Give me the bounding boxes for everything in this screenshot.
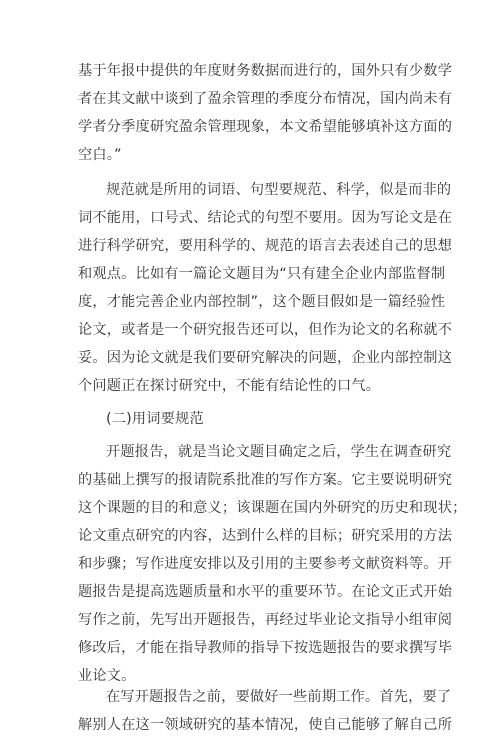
- text-line: 论文重点研究的内容，达到什么样的目标；研究采用的方法: [78, 528, 453, 544]
- text-line: 解别人在这一领域研究的基本情况，使自己能够了解自己所: [78, 717, 453, 733]
- text-line: 度，才能完善企业内部控制”，这个题目假如是一篇经验性: [78, 294, 446, 310]
- text-line: 写作之前，先写出开题报告，再经过毕业论文指导小组审阅: [78, 612, 453, 628]
- text-line: 论文，或者是一个研究报告还可以，但作为论文的名称就不: [78, 322, 453, 338]
- text-line: 业论文。: [78, 668, 136, 684]
- paragraph-first-line: 在写开题报告之前，要做好一些前期工作。首先，要了: [106, 689, 452, 705]
- text-line: 这个课题的目的和意义；该课题在国内外研究的历史和现状；: [78, 500, 467, 516]
- text-line: 者在其文献中谈到了盈余管理的季度分布情况，国内尚未有: [78, 91, 453, 107]
- text-line: 题报告是提高选题质量和水平的重要环节。在论文正式开始: [78, 584, 453, 600]
- text-line: 和观点。比如有一篇论文题目为“只有建全企业内部监督制: [78, 266, 446, 282]
- section-heading: (二)用词要规范: [106, 411, 204, 427]
- text-line: 空白。”: [78, 147, 122, 163]
- text-line: 个问题正在探讨研究中，不能有结论性的口气。: [78, 378, 381, 394]
- text-line: 学者分季度研究盈余管理现象，本文希望能够填补这方面的: [78, 119, 453, 135]
- text-line: 词不能用，口号式、结论式的句型不要用。因为写论文是在: [78, 210, 453, 226]
- text-line: 进行科学研究，要用科学的、规范的语言去表述自己的思想: [78, 238, 453, 254]
- text-line: 修改后，才能在指导教师的指导下按选题报告的要求撰写毕: [78, 640, 453, 656]
- text-line: 妥。因为论文就是我们要研究解决的问题，企业内部控制这: [78, 350, 453, 366]
- text-line: 和步骤；写作进度安排以及引用的主要参考文献资料等。开: [78, 556, 453, 572]
- paragraph-first-line: 规范就是所用的词语、句型要规范、科学，似是而非的: [106, 182, 452, 198]
- text-line: 的基础上撰写的报请院系批准的写作方案。它主要说明研究: [78, 472, 453, 488]
- paragraph-first-line: 开题报告，就是当论文题目确定之后，学生在调查研究: [106, 444, 452, 460]
- text-line: 基于年报中提供的年度财务数据而进行的，国外只有少数学: [78, 63, 453, 79]
